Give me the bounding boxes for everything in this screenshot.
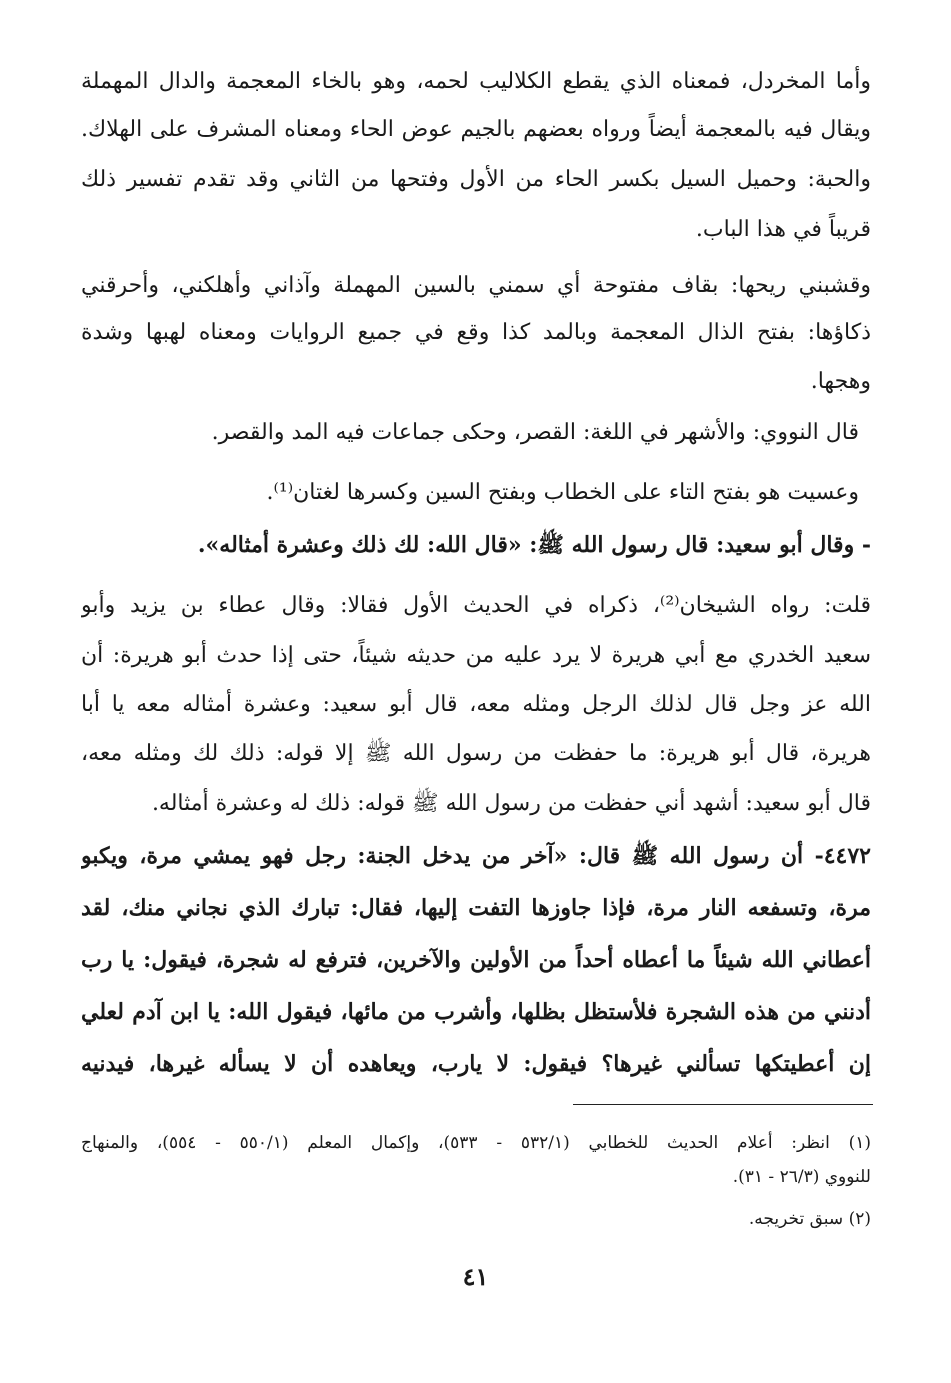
text-line: ويقال فيه بالمعجمة أيضاً ورواه بعضهم بالجيم عوض الحاء ومعناه المشرف على الهلاك. [81,117,871,142]
text-line: قال أبو سعيد: أشهد أني حفظت من رسول الله ﷺ قوله: ذلك له وعشرة أمثاله. [151,791,871,816]
text-line: وأما المخردل، فمعناه الذي يقطع الكلاليب لحمه، وهو بالخاء المعجمة والدال المهملة [81,69,871,94]
text-line: قلت: رواه الشيخان⁽²⁾، ذكراه في الحديث الأول فقالا: وقال عطاء بن يزيد وأبو [81,593,871,618]
text-line: وهجها. [810,369,871,394]
text-line: هريرة، قال أبو هريرة: ما حفظت من رسول الله ﷺ إلا قوله: ذلك لك ومثله معه، [81,741,871,766]
hadith-line: ٤٤٧٢- أن رسول الله ﷺ قال: «آخر من يدخل الجنة: رجل فهو يمشي مرة، ويكبو [81,843,871,869]
footnote-line: (١) انظر: أعلام الحديث للخطابي (٥٣٢/١ - ٥٣٣)، وإكمال المعلم (٥٥٠/١ - ٥٥٤)، والمنهاج [81,1133,871,1153]
text-line: قريباً في هذا الباب. [695,217,871,242]
footnote-line: للنووي (٢٦/٣ - ٣١). [732,1167,871,1187]
hadith-line: إن أعطيتكها تسألني غيرها؟ فيقول: لا يارب، ويعاهده أن لا يسأله غيرها، فيدنيه [81,1051,871,1077]
hadith-line: مرة، وتسفعه النار مرة، فإذا جاوزها التفت إليها، فقال: تبارك الذي نجاني منك، لقد [81,895,871,921]
text-line: وقشبني ريحها: بقاف مفتوحة أي سمني بالسين المهملة وآذاني وأهلكني، وأحرقني [81,273,871,298]
text-line: قال النووي: والأشهر في اللغة: القصر، وحكى جماعات فيه المد والقصر. [211,420,859,445]
footnote-line: (٢) سبق تخريجه. [748,1209,871,1229]
page-number: ٤١ [462,1262,489,1291]
hadith-heading: - وقال أبو سعيد: قال رسول الله ﷺ: «قال الله: لك ذلك وعشرة أمثاله». [197,532,871,558]
text-line: سعيد الخدري مع أبي هريرة لا يرد عليه من حديثه شيئاً، حتى إذا حدث أبو هريرة: أن [81,643,871,668]
text-line: وعسيت هو بفتح التاء على الخطاب وبفتح السين وكسرها لغتان⁽¹⁾. [266,480,859,505]
text-line: ذكاؤها: بفتح الذال المعجمة وبالمد كذا وقع في جميع الروايات ومعناه لهبها وشدة [81,320,871,345]
text-line: والحبة: وحميل السيل بكسر الحاء من الأول وفتحها من الثاني وقد تقدم تفسير ذلك [81,167,871,192]
footnote-divider [573,1104,873,1105]
hadith-line: أعطاني الله شيئاً ما أعطاه أحداً من الأولين والآخرين، فترفع له شجرة، فيقول: يا رب [81,947,871,973]
text-line: الله عز وجل قال لذلك الرجل ومثله معه، قال أبو سعيد: وعشرة أمثاله معه يا أبا [81,692,871,717]
hadith-line: أدنني من هذه الشجرة فلأستظل بظلها، وأشرب من مائها، فيقول الله: يا ابن آدم لعلي [81,999,871,1025]
